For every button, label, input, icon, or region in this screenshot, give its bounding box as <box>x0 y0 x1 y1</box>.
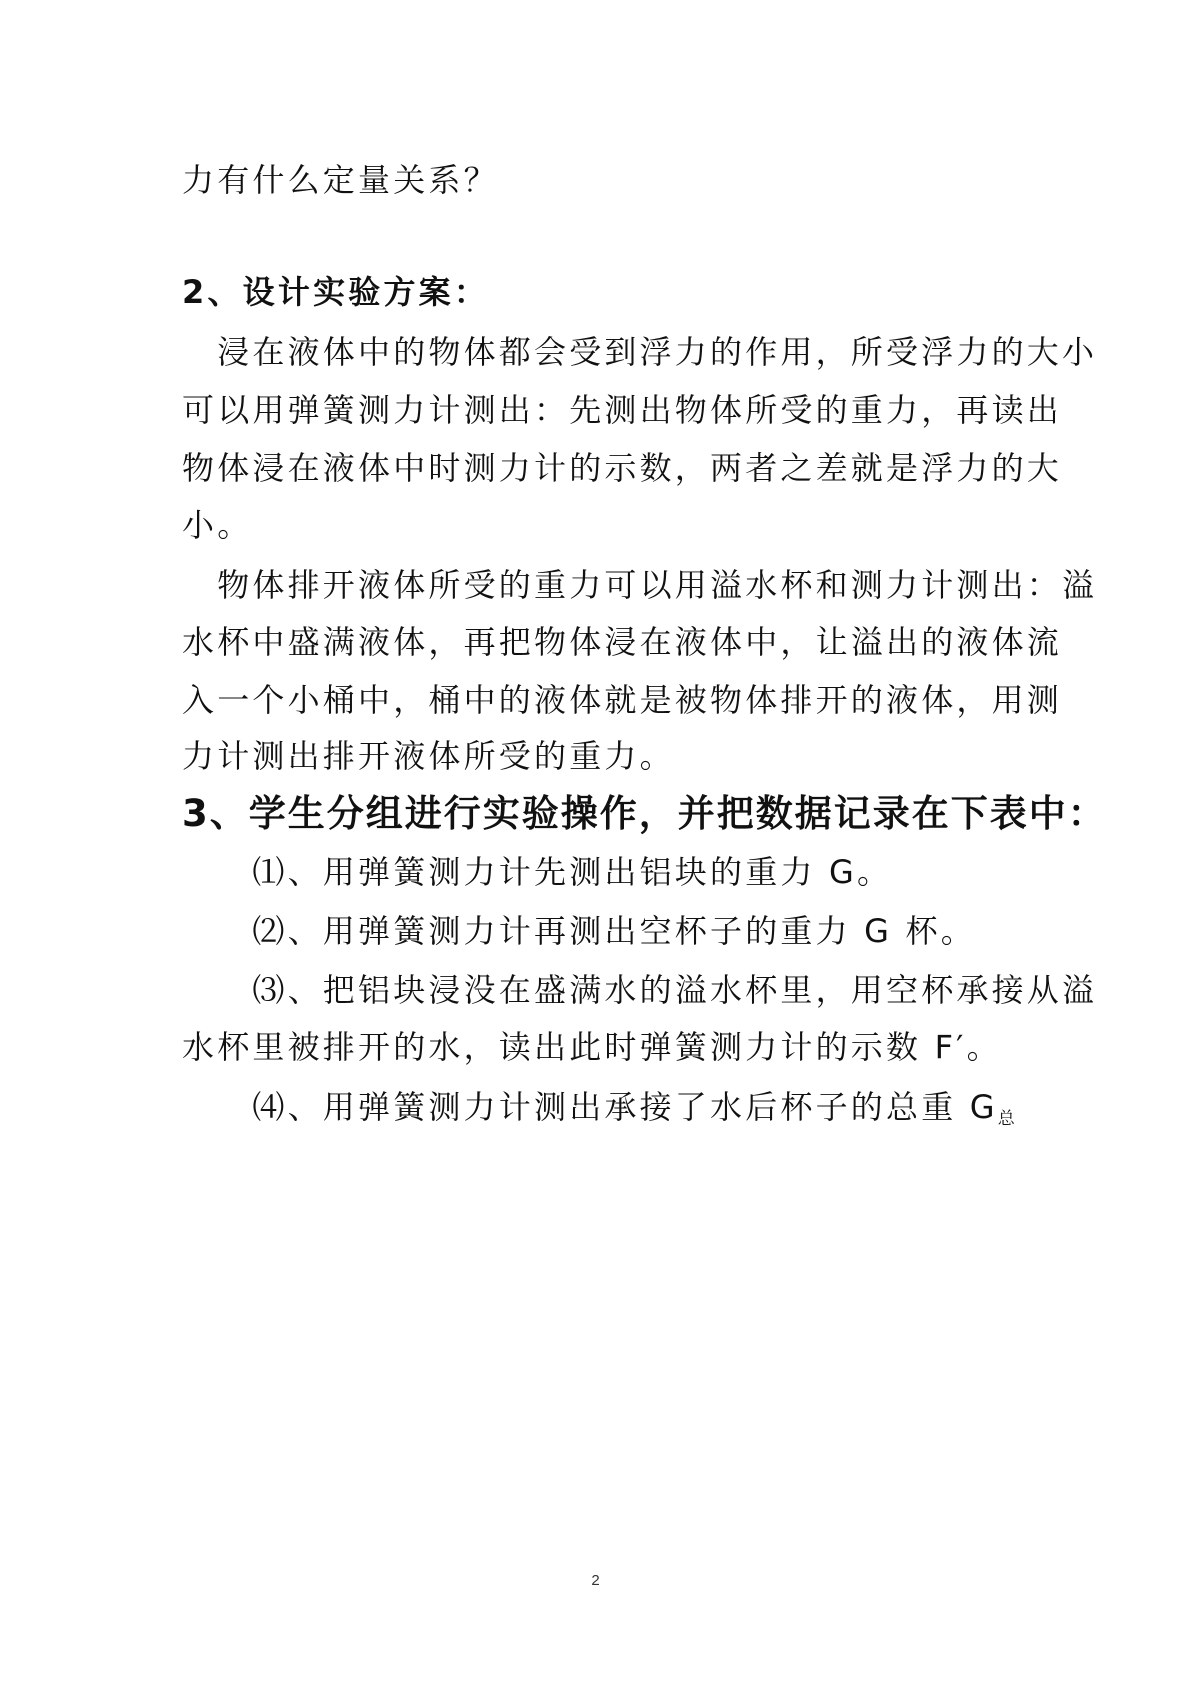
section-3-heading: 3、学生分组进行实验操作，并把数据记录在下表中： <box>182 792 1107 835</box>
section-2-paragraph-2-line-4: 力计测出排开液体所受的重力。 <box>182 737 675 775</box>
intro-line: 力有什么定量关系？ <box>182 161 499 199</box>
section-3-step-4-subscript: 总 <box>997 1109 1015 1129</box>
section-3-step-3-line-2: 水杯里被排开的水，读出此时弹簧测力计的示数 F′。 <box>182 1028 1002 1066</box>
section-2-paragraph-2-line-1: 物体排开液体所受的重力可以用溢水杯和测力计测出：溢 <box>182 566 1098 604</box>
section-2-paragraph-1-line-3: 物体浸在液体中时测力计的示数，两者之差就是浮力的大 <box>182 449 1063 487</box>
section-3-step-1: ⑴、用弹簧测力计先测出铝块的重力 G。 <box>182 853 893 891</box>
section-3-step-2: ⑵、用弹簧测力计再测出空杯子的重力 G 杯。 <box>182 912 976 950</box>
page-number: 2 <box>591 1572 600 1589</box>
section-2-heading: 2、设计实验方案： <box>182 273 490 311</box>
section-2-paragraph-2-line-3: 入一个小桶中，桶中的液体就是被物体排开的液体，用测 <box>182 681 1063 719</box>
section-3-step-3-line-1: ⑶、把铝块浸没在盛满水的溢水杯里，用空杯承接从溢 <box>182 971 1098 1009</box>
section-2-paragraph-1-line-2: 可以用弹簧测力计测出：先测出物体所受的重力，再读出 <box>182 391 1063 429</box>
section-3-step-4 <box>182 1087 1022 1139</box>
section-2-paragraph-2-line-2: 水杯中盛满液体，再把物体浸在液体中，让溢出的液体流 <box>182 623 1063 661</box>
section-2-paragraph-1-line-4: 小。 <box>182 506 253 544</box>
section-2-paragraph-1-line-1: 浸在液体中的物体都会受到浮力的作用，所受浮力的大小 <box>182 333 1098 371</box>
section-3-step-4-text: ⑷、用弹簧测力计测出承接了水后杯子的总重 G <box>182 1088 998 1126</box>
